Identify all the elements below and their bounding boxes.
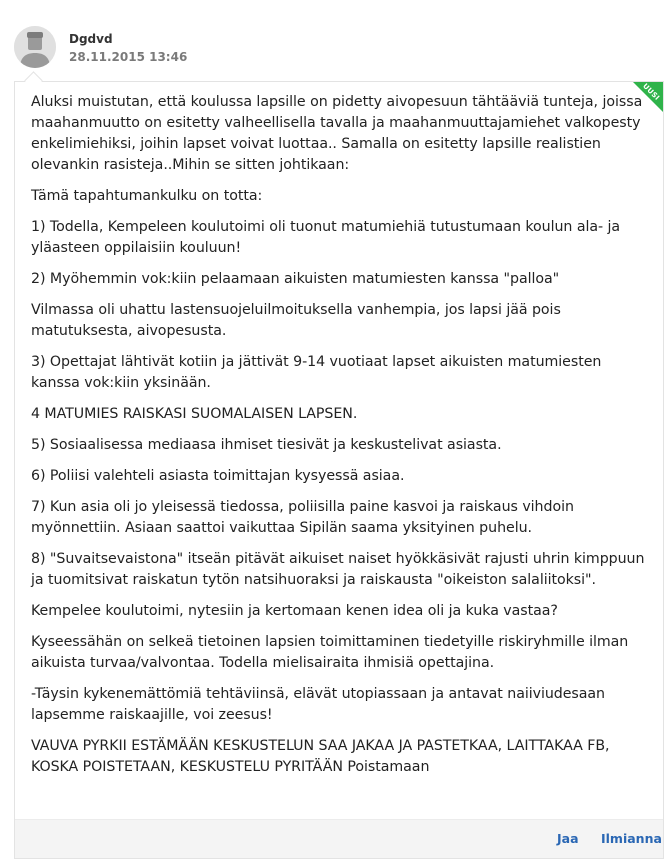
post-paragraph: 1) Todella, Kempeleen koulutoimi oli tuonut matumiehiä tutustumaan koulun ala- ja yläasteen oppilaisiin kouluun! bbox=[31, 219, 621, 256]
new-badge-label: UUSI bbox=[640, 82, 661, 102]
post-paragraph: VAUVA PYRKII ESTÄMÄÄN KESKUSTELUN SAA JAKAA JA PASTETKAA, LAITTAKAA FB, KOSKA POISTETAAN, KESKUSTELU PYRITÄÄN Poistamaan bbox=[31, 738, 610, 775]
post-paragraph: 8) "Suvaitsevaistona" itseän pitävät aikuiset naiset hyökkäsivät rajusti uhrin kimppuun ja tuomitsivat raiskatun tytön natsihuoraksi ja raiskausta "oikeiston salaliitoksi". bbox=[31, 551, 645, 588]
post-paragraph: Kempelee koulutoimi, nytesiin ja kertomaan kenen idea oli ja kuka vastaa? bbox=[31, 603, 558, 619]
post-paragraph: Kyseessähän on selkeä tietoinen lapsien toimittaminen tiedetyille riskiryhmille ilman aikuista turvaa/valvontaa. Todella mielisairaita ihmisiä opettajina. bbox=[31, 634, 629, 671]
post-paragraph: Aluksi muistutan, että koulussa lapsille on pidetty aivopesuun tähtääviä tunteja, joissa maahanmuutto on esitetty valheellisella tavalla ja maahanmuuttajamiehet valkopesty enkelimiehiksi, joihin lapset voivat luottaa.. Samalla on esitetty lapsille realistien olevankin rasisteja..Mihin se sitten johtikaan: bbox=[31, 94, 643, 173]
report-link[interactable]: Ilmianna bbox=[601, 831, 662, 846]
post-paragraph: Tämä tapahtumankulku on totta: bbox=[31, 188, 263, 204]
post-paragraph: 6) Poliisi valehteli asiasta toimittajan kysyessä asiaa. bbox=[31, 468, 405, 484]
post-paragraph: -Täysin kykenemättömiä tehtäviinsä, elävät utopiassaan ja antavat naiiviudesaan lapsemme raiskaajille, voi zeesus! bbox=[31, 686, 606, 723]
post-paragraph: Vilmassa oli uhattu lastensuojeluilmoituksella vanhempia, jos lapsi jää pois matutuksesta, aivopesusta. bbox=[31, 302, 561, 339]
post-date: 28.11.2015 13:46 bbox=[69, 50, 188, 64]
post-body bbox=[31, 92, 651, 788]
post-paragraph: 4 MATUMIES RAISKASI SUOMALAISEN LAPSEN. bbox=[31, 406, 358, 422]
post-paragraph: 2) Myöhemmin vok:kiin pelaamaan aikuisten matumiesten kanssa "palloa" bbox=[31, 271, 560, 287]
post-paragraph: 5) Sosiaalisessa mediaasa ihmiset tiesivät ja keskustelivat asiasta. bbox=[31, 437, 502, 453]
avatar[interactable] bbox=[14, 26, 56, 68]
post-paragraph: 3) Opettajat lähtivät kotiin ja jättivät 9-14 vuotiaat lapset aikuisten matumiesten kanssa vok:kiin yksinään. bbox=[31, 354, 602, 391]
author-name[interactable]: Dgdvd bbox=[69, 32, 113, 46]
post-paragraph: 7) Kun asia oli jo yleisessä tiedossa, poliisilla paine kasvoi ja raiskaus vihdoin myönnettiin. Asiaan saattoi vaikuttaa Sipilän saama yksityinen puhelu. bbox=[31, 499, 574, 536]
post-footer bbox=[15, 819, 663, 858]
user-silhouette-icon bbox=[14, 26, 56, 68]
post-card bbox=[14, 81, 664, 859]
share-link[interactable]: Jaa bbox=[557, 831, 579, 846]
